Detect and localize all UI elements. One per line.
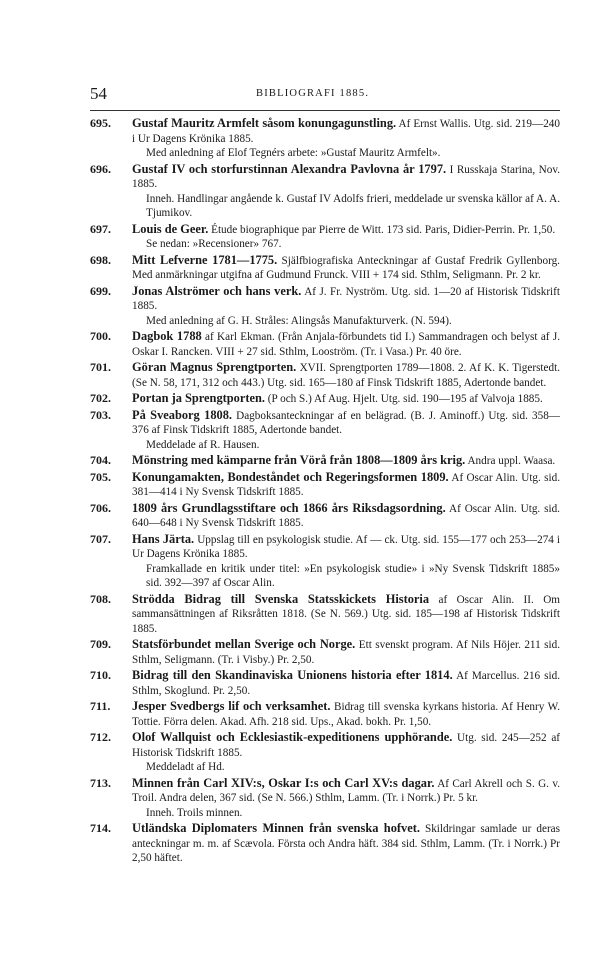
entry-number: 704. [90, 453, 111, 467]
entry-description: af Karl Ekman. (Från Anjala-förbundets tid I.) Sammandragen och belyst af J. Oskar I. Rancken. VIII + 27 sid. Sthlm, Looström. (Tr. i Vasa.) Pr. 40 öre. [132, 331, 560, 358]
entry-title: Göran Magnus Sprengtporten. [132, 360, 297, 374]
entry-title: 1809 års Grundlagsstiftare och 1866 års Riksdagsordning. [132, 500, 446, 515]
entry-description: Andra uppl. Waasa. [467, 455, 556, 467]
entry-number: 700. [90, 329, 111, 343]
entry-title: Jesper Svedbergs lif och verksamhet. [132, 699, 331, 713]
bibliography-entry [90, 284, 560, 329]
entry-note: Meddelade af R. Hausen. [146, 438, 260, 451]
entry-title: Mitt Lefverne 1781—1775. [132, 252, 278, 267]
entry-description: Bidrag till svenska kyrkans historia. Af Henry W. Tottie. Förra delen. Akad. Afh. 218 sid. Ups., Akad. bokh. Pr. 1,50. [132, 701, 560, 728]
entry-description: Étude biographique par Pierre de Witt. 173 sid. Paris, Didier-Perrin. Pr. 1,50. [211, 223, 556, 236]
entry-title: På Sveaborg 1808. [132, 407, 233, 422]
page-number: 54 [90, 84, 107, 103]
bibliography-entry [90, 453, 560, 469]
bibliography-entry [90, 329, 560, 359]
entry-description: I Russkaja Starina, Nov. 1885. [132, 163, 560, 190]
entry-description: Dagboksanteckningar af en belägrad. (B. J. Aminoff.) Utg. sid. 358—376 af Finsk Tidskrift 1885, Adertonde bandet. [132, 409, 560, 436]
entry-description: Af Oscar Alin. Utg. sid. 381—414 i Ny Svensk Tidskrift 1885. [132, 471, 560, 498]
entry-title: Mönstring med kämparne från Vörå från 1808—1809 års krig. [132, 453, 466, 467]
bibliography-list [90, 116, 560, 866]
entry-number: 705. [90, 469, 111, 484]
entry-number: 703. [90, 407, 111, 422]
entry-number: 712. [90, 730, 111, 744]
entry-number: 713. [90, 775, 111, 790]
entry-note: Framkallade en kritik under titel: »En psykologisk studie» i »Ny Svensk Tidskrift 1885» sid. 392—397 af Oscar Alin. [146, 562, 560, 589]
entry-number: 698. [90, 252, 111, 267]
entry-title: Minnen från Carl XIV:s, Oskar I:s och Carl XV:s dagar. [132, 775, 435, 790]
entry-number: 706. [90, 500, 111, 515]
bibliography-entry [90, 668, 560, 698]
running-title: BIBLIOGRAFI 1885. [256, 88, 370, 99]
entry-description: Skildringar samlade ur deras anteckningar m. m. af Scævola. Första och Andra häft. 384 sid. Sthlm, Lamm. (Tr. i Norrk.) Pr 2,50 häftet. [132, 823, 561, 864]
entry-description: af Oscar Alin. II. Om sammansättningen af Riksråtten 1818. (Se N. 569.) Utg. sid. 185—198 af Historisk Tidskrift 1885. [132, 593, 560, 635]
entry-description: Ett svenskt program. Af Nils Höjer. 211 sid. Sthlm, Seligmann. (Tr. i Visby.) Pr. 2,50. [132, 639, 561, 666]
entry-title: Konungamakten, Bondeståndet och Regeringsformen 1809. [132, 469, 449, 484]
bibliography-entry [90, 408, 560, 453]
entry-title: Strödda Bidrag till Svenska Statsskickets Historia [132, 591, 430, 606]
bibliography-entry [90, 699, 560, 729]
entry-note: Inneh. Troils minnen. [146, 806, 243, 819]
entry-title: Gustaf Mauritz Armfelt såsom konungagunstling. [132, 116, 397, 130]
entry-description: Utg. sid. 245—252 af Historisk Tidskrift 1885. [132, 732, 561, 759]
entry-note: Inneh. Handlingar angående k. Gustaf IV Adolfs frieri, meddelade ur svenska källor af A. A. Tjumikov. [146, 192, 560, 219]
bibliography-entry [90, 162, 560, 221]
bibliography-entry [90, 592, 560, 637]
entry-number: 711. [90, 699, 111, 713]
entry-title: Gustaf IV och storfurstinnan Alexandra Pavlovna år 1797. [132, 161, 447, 176]
entry-number: 702. [90, 391, 111, 405]
entry-number: 707. [90, 531, 111, 546]
bibliography-entry [90, 637, 560, 667]
entry-description: Af Carl Akrell och S. G. v. Troil. Andra delen, 367 sid. (Se N. 566.) Sthlm, Lamm. (Tr. i Norrk.) Pr. 5 kr. [132, 777, 560, 804]
entry-number: 696. [90, 161, 111, 176]
entry-description: Uppslag till en psykologisk studie. Af — ck. Utg. sid. 155—177 och 253—274 i Ur Dagens Krönika 1885. [132, 533, 561, 560]
entry-title: Bidrag till den Skandinaviska Unionens historia efter 1814. [132, 668, 453, 682]
bibliography-entry [90, 360, 560, 390]
entry-title: Hans Järta. [132, 531, 195, 546]
entry-number: 695. [90, 116, 111, 130]
entry-note: Meddeladt af Hd. [146, 761, 225, 773]
entry-description: Af J. Fr. Nyström. Utg. sid. 1—20 af Historisk Tidskrift 1885. [132, 285, 560, 312]
bibliography-entry [90, 391, 560, 407]
entry-title: Utländska Diplomaters Minnen från svenska hofvet. [132, 821, 420, 835]
entry-title: Louis de Geer. [132, 221, 209, 236]
entry-number: 708. [90, 591, 111, 606]
entry-number: 710. [90, 668, 111, 682]
entry-number: 714. [90, 821, 111, 835]
entry-description: Af Oscar Alin. Utg. sid. 640—648 i Ny Svensk Tidskrift 1885. [132, 502, 560, 529]
entry-number: 699. [90, 283, 111, 298]
entry-title: Jonas Alströmer och hans verk. [132, 283, 302, 298]
entry-note: Med anledning af Elof Tegnérs arbete: »Gustaf Mauritz Armfelt». [146, 147, 441, 159]
entry-description: Af Marcellus. 216 sid. Sthlm, Skoglund. Pr. 2,50. [132, 670, 560, 697]
entry-description: XVII. Sprengtporten 1789—1808. 2. Af K. K. Tigerstedt. (Se N. 58, 171, 312 och 443.) Utg. sid. 165—180 af Finsk Tidskrift 1885, Adertonde bandet. [132, 362, 560, 389]
entry-description: Af Ernst Wallis. Utg. sid. 219—240 i Ur Dagens Krönika 1885. [132, 118, 560, 145]
entry-number: 709. [90, 637, 111, 651]
entry-description: Själfbiografiska Anteckningar af Gustaf Fredrik Gyllenborg. Med anmärkningar utgifna af Gudmund Frunck. VIII + 174 sid. Sthlm, Seligmann. Pr. 2 kr. [132, 254, 560, 281]
bibliography-entry [90, 501, 560, 531]
bibliography-entry [90, 470, 560, 500]
entry-number: 701. [90, 360, 111, 374]
bibliography-entry [90, 222, 560, 252]
entry-title: Olof Wallquist och Ecklesiastik-expeditionens upphörande. [132, 730, 453, 744]
bibliography-entry [90, 776, 560, 821]
bibliography-entry [90, 821, 560, 866]
entry-title: Statsförbundet mellan Sverige och Norge. [132, 637, 356, 651]
bibliography-entry [90, 730, 560, 775]
header-rule [90, 110, 560, 111]
entry-title: Dagbok 1788 [132, 329, 202, 343]
entry-number: 697. [90, 221, 111, 236]
entry-note: Se nedan: »Recensioner» 767. [146, 238, 282, 250]
bibliography-entry [90, 253, 560, 283]
bibliography-entry [90, 532, 560, 591]
page-header [90, 84, 560, 108]
entry-note: Med anledning af G. H. Stråles: Alingsås Manufakturverk. (N. 594). [146, 314, 452, 327]
entry-description: (P och S.) Af Aug. Hjelt. Utg. sid. 190—195 af Valvoja 1885. [267, 393, 543, 405]
entry-title: Portan ja Sprengtporten. [132, 391, 265, 405]
bibliography-entry [90, 116, 560, 161]
